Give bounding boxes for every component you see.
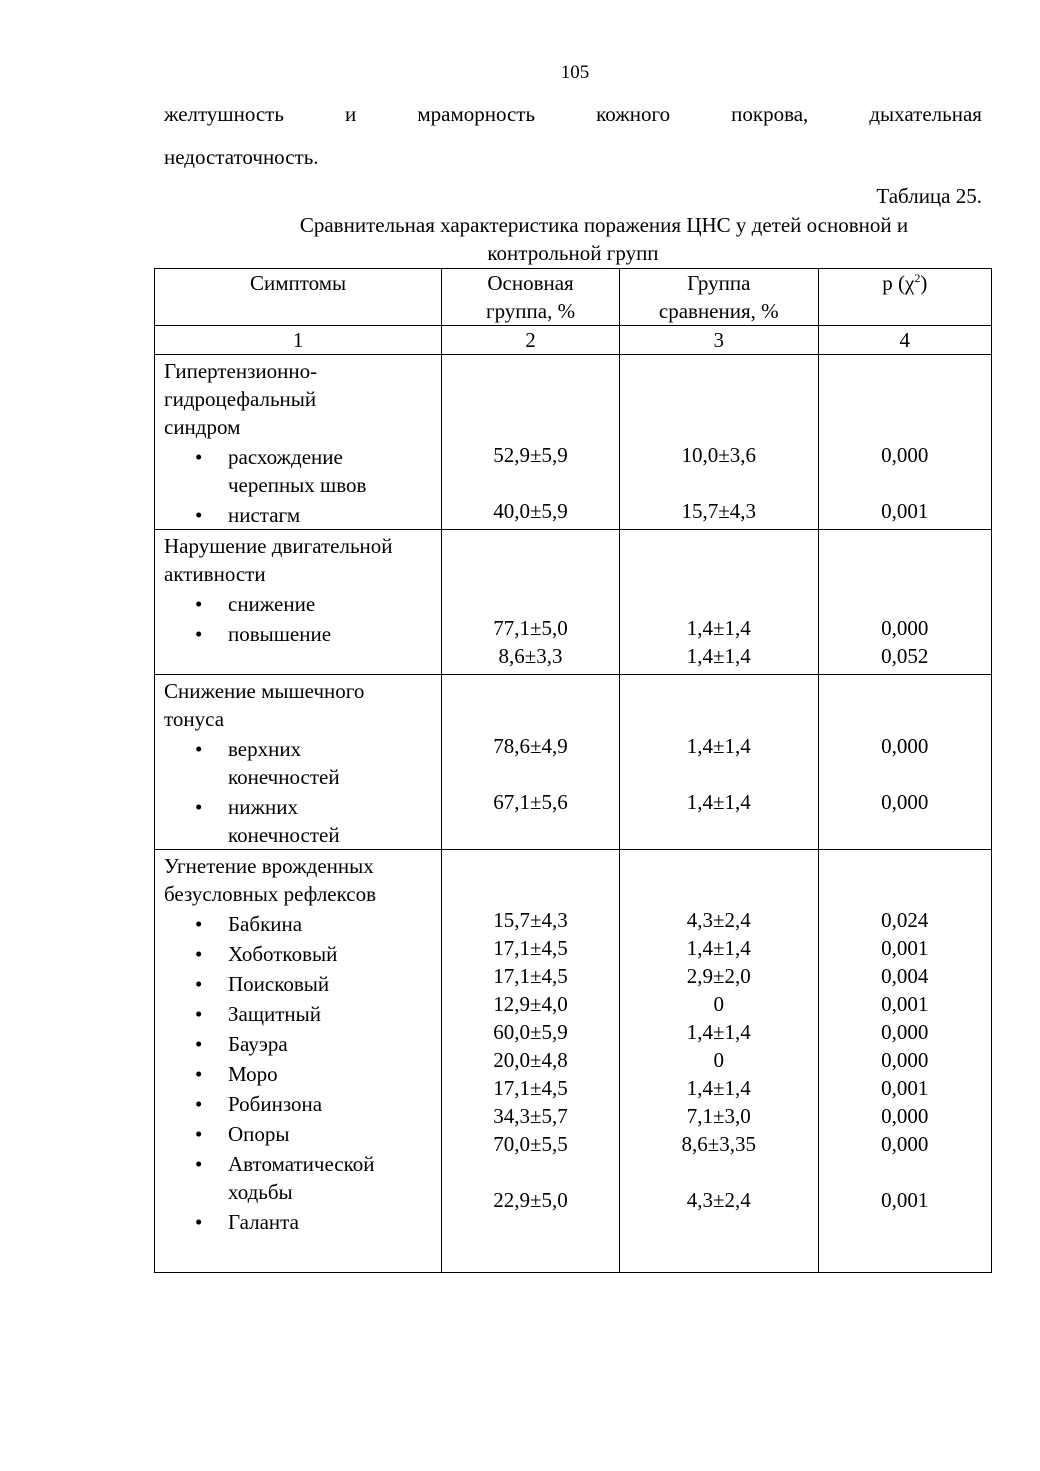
value: 8,6±3,35 xyxy=(681,1132,757,1156)
bullet-icon: • xyxy=(195,972,203,996)
item-text: расхождение xyxy=(228,445,343,469)
value: 78,6±4,9 xyxy=(493,734,568,758)
value: 0,000 xyxy=(881,1132,929,1156)
page-number: 105 xyxy=(560,62,590,83)
value: 0,000 xyxy=(881,790,929,814)
word: дыхательная xyxy=(869,102,982,126)
bullet-icon: • xyxy=(195,503,203,527)
paragraph-line-2: недостаточность. xyxy=(164,145,319,169)
value: 17,1±4,5 xyxy=(493,1076,568,1100)
section-title-line: Гипертензионно- xyxy=(164,359,318,383)
item-text: Моро xyxy=(228,1062,278,1086)
value: 0,004 xyxy=(881,964,929,988)
value: 0,000 xyxy=(881,1104,929,1128)
list-item xyxy=(155,590,441,618)
item-text: Галанта xyxy=(228,1210,299,1234)
header-text: ) xyxy=(920,271,928,295)
header-text: сравнения, % xyxy=(658,299,779,323)
value: 0,000 xyxy=(881,616,929,640)
section-title-line: Нарушение двигательной xyxy=(164,534,393,558)
bullet-icon: • xyxy=(195,1122,203,1146)
word: желтушность xyxy=(164,102,284,126)
comparison-table xyxy=(154,268,992,1273)
bullet-icon: • xyxy=(195,1062,203,1086)
list-item xyxy=(155,1060,441,1088)
value: 70,0±5,5 xyxy=(493,1132,568,1156)
item-text: нистагм xyxy=(228,503,301,527)
value: 1,4±1,4 xyxy=(686,1076,751,1100)
word: и xyxy=(345,102,357,126)
main-group-cell xyxy=(442,530,620,675)
main-group-cell xyxy=(442,850,620,1273)
bullet-icon: • xyxy=(195,912,203,936)
value: 20,0±4,8 xyxy=(493,1048,568,1072)
comparison-group-cell xyxy=(619,355,818,530)
section-unconditioned-reflexes xyxy=(155,850,992,1273)
header-text: Основная xyxy=(487,271,574,295)
p-value-cell xyxy=(818,675,991,850)
item-text: Автоматической xyxy=(228,1152,375,1176)
value: 77,1±5,0 xyxy=(493,616,568,640)
list-item xyxy=(155,793,441,849)
value: 1,4±1,4 xyxy=(686,616,751,640)
item-text: ходьбы xyxy=(228,1180,293,1204)
item-text: конечностей xyxy=(228,823,340,847)
main-group-cell xyxy=(442,355,620,530)
list-item xyxy=(155,1000,441,1028)
value: 7,1±3,0 xyxy=(686,1104,751,1128)
symptom-cell xyxy=(155,530,442,675)
item-text: повышение xyxy=(228,622,332,646)
section-title-line: активности xyxy=(164,562,266,586)
header-text: Группа xyxy=(687,271,751,295)
comparison-group-cell xyxy=(619,850,818,1273)
value: 67,1±5,6 xyxy=(493,790,568,814)
value: 34,3±5,7 xyxy=(493,1104,568,1128)
list-item xyxy=(155,443,441,499)
value: 0 xyxy=(713,992,725,1016)
value: 10,0±3,6 xyxy=(681,443,757,467)
column-number: 2 xyxy=(442,326,620,355)
item-text: Бабкина xyxy=(228,912,303,936)
value: 12,9±4,0 xyxy=(493,992,568,1016)
value: 0,001 xyxy=(881,936,929,960)
bullet-icon: • xyxy=(195,942,203,966)
value: 0,024 xyxy=(881,908,929,932)
value: 1,4±1,4 xyxy=(686,936,751,960)
word: покрова, xyxy=(731,102,809,126)
bullet-icon: • xyxy=(195,737,203,761)
symptom-cell xyxy=(155,675,442,850)
item-text: нижних xyxy=(228,795,298,819)
main-group-cell xyxy=(442,675,620,850)
table-caption-line-2: контрольной групп xyxy=(487,241,659,265)
section-title-line: Снижение мышечного xyxy=(164,679,365,703)
section-title-line: безусловных рефлексов xyxy=(164,882,377,906)
bullet-icon: • xyxy=(195,1152,203,1176)
p-value-cell xyxy=(818,850,991,1273)
value: 4,3±2,4 xyxy=(686,908,751,932)
header-p-value xyxy=(818,269,991,326)
item-text: Хоботковый xyxy=(228,942,338,966)
paragraph-line-1 xyxy=(164,102,982,127)
list-item xyxy=(155,620,441,648)
value: 2,9±2,0 xyxy=(686,964,751,988)
value: 0,000 xyxy=(881,734,929,758)
value: 1,4±1,4 xyxy=(686,790,751,814)
item-text: конечностей xyxy=(228,765,340,789)
value: 0,001 xyxy=(881,1076,929,1100)
item-text: Робинзона xyxy=(228,1092,323,1116)
list-item xyxy=(155,1030,441,1058)
list-item xyxy=(155,1208,441,1236)
column-number: 3 xyxy=(619,326,818,355)
list-item xyxy=(155,940,441,968)
value: 15,7±4,3 xyxy=(493,908,568,932)
item-text: черепных швов xyxy=(228,473,367,497)
header-text: p (χ xyxy=(882,271,915,295)
column-number-row xyxy=(155,326,992,355)
bullet-icon: • xyxy=(195,622,203,646)
header-main-group xyxy=(442,269,620,326)
bullet-icon: • xyxy=(195,445,203,469)
header-superscript: 2 xyxy=(914,271,921,285)
value: 0,001 xyxy=(881,992,929,1016)
item-text: верхних xyxy=(228,737,302,761)
symptom-cell xyxy=(155,850,442,1273)
section-title-line: тонуса xyxy=(164,707,225,731)
p-value-cell xyxy=(818,355,991,530)
item-text: Защитный xyxy=(228,1002,322,1026)
value: 60,0±5,9 xyxy=(493,1020,568,1044)
list-item xyxy=(155,970,441,998)
list-item xyxy=(155,1120,441,1148)
value: 0,052 xyxy=(881,644,929,668)
table-caption-line-1: Сравнительная характеристика поражения ЦНС у детей основной и xyxy=(299,213,909,237)
value: 1,4±1,4 xyxy=(686,734,751,758)
section-title-line: гидроцефальный xyxy=(164,387,317,411)
section-hypertensive-hydrocephalic xyxy=(155,355,992,530)
list-item xyxy=(155,1150,441,1206)
header-text: группа, % xyxy=(485,299,576,323)
value: 8,6±3,3 xyxy=(498,644,563,668)
value: 1,4±1,4 xyxy=(686,644,751,668)
item-text: снижение xyxy=(228,592,316,616)
word: кожного xyxy=(596,102,671,126)
bullet-icon: • xyxy=(195,1092,203,1116)
section-muscle-tone xyxy=(155,675,992,850)
value: 40,0±5,9 xyxy=(493,499,568,523)
bullet-icon: • xyxy=(195,592,203,616)
value: 0,000 xyxy=(881,443,929,467)
value: 52,9±5,9 xyxy=(493,443,568,467)
header-symptoms-text: Симптомы xyxy=(249,271,347,295)
comparison-group-cell xyxy=(619,675,818,850)
bullet-icon: • xyxy=(195,795,203,819)
section-title-line: Угнетение врожденных xyxy=(164,854,374,878)
section-motor-activity xyxy=(155,530,992,675)
header-symptoms xyxy=(155,269,442,326)
value: 17,1±4,5 xyxy=(493,964,568,988)
p-value-cell xyxy=(818,530,991,675)
value: 17,1±4,5 xyxy=(493,936,568,960)
header-comparison-group xyxy=(619,269,818,326)
item-text: Поисковый xyxy=(228,972,330,996)
item-text: Опоры xyxy=(228,1122,290,1146)
bullet-icon: • xyxy=(195,1210,203,1234)
section-title-line: синдром xyxy=(164,415,241,439)
column-number: 1 xyxy=(155,326,442,355)
word: мраморность xyxy=(417,102,536,126)
symptom-cell xyxy=(155,355,442,530)
item-text: Бауэра xyxy=(228,1032,288,1056)
table-number: Таблица 25. xyxy=(876,184,982,208)
value: 0,001 xyxy=(881,499,929,523)
list-item xyxy=(155,735,441,791)
value: 0,001 xyxy=(881,1188,929,1212)
value: 4,3±2,4 xyxy=(686,1188,751,1212)
list-item xyxy=(155,1090,441,1118)
column-number: 4 xyxy=(818,326,991,355)
value: 15,7±4,3 xyxy=(681,499,757,523)
value: 0,000 xyxy=(881,1048,929,1072)
bullet-icon: • xyxy=(195,1002,203,1026)
comparison-group-cell xyxy=(619,530,818,675)
value: 22,9±5,0 xyxy=(493,1188,568,1212)
list-item xyxy=(155,501,441,529)
list-item xyxy=(155,910,441,938)
bullet-icon: • xyxy=(195,1032,203,1056)
table-header-row xyxy=(155,269,992,326)
value: 0 xyxy=(713,1048,725,1072)
value: 0,000 xyxy=(881,1020,929,1044)
value: 1,4±1,4 xyxy=(686,1020,751,1044)
